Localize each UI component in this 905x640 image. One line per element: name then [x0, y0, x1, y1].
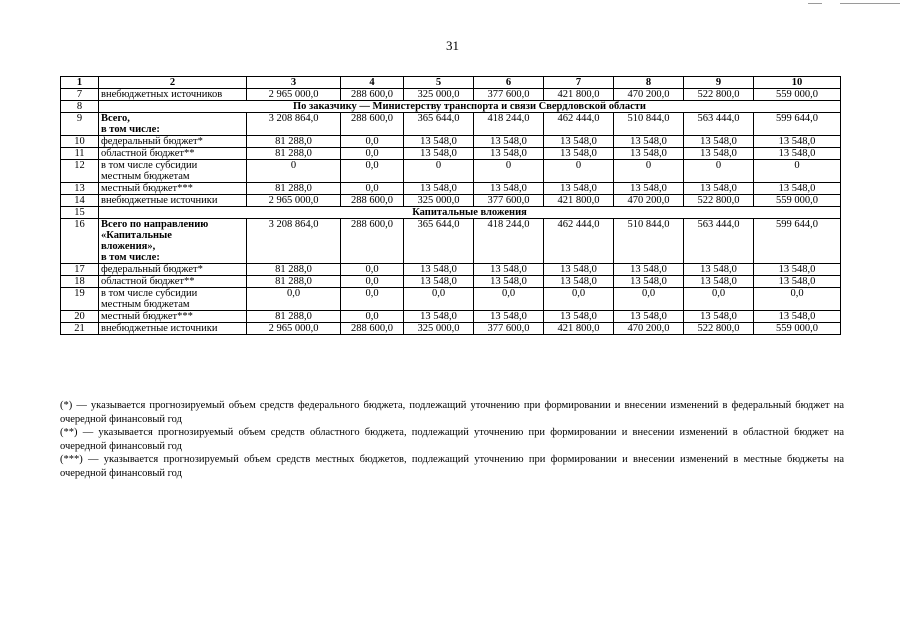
value-cell: 13 548,0: [544, 276, 614, 288]
footnotes: [60, 399, 844, 481]
header-cell: 6: [474, 77, 544, 89]
value-cell: 0: [247, 160, 341, 183]
footnote: (***) — указывается прогнозируемый объем средств местных бюджетов, подлежащий уточнению при формировании и внесении изменений в местные бюджеты на очередной финансовый год: [60, 454, 844, 479]
table-row: [61, 219, 841, 264]
value-cell: 13 548,0: [474, 264, 544, 276]
value-cell: 377 600,0: [474, 323, 544, 335]
value-cell: 13 548,0: [404, 148, 474, 160]
row-number-cell: 17: [61, 264, 99, 276]
value-cell: 13 548,0: [404, 264, 474, 276]
row-number-cell: 10: [61, 136, 99, 148]
header-cell: 9: [684, 77, 754, 89]
row-label-cell: Всего по направлению «Капитальные вложения», в том числе:: [99, 219, 247, 264]
row-label-cell: внебюджетные источники: [99, 323, 247, 335]
value-cell: 0,0: [341, 136, 404, 148]
row-number-cell: 9: [61, 113, 99, 136]
value-cell: 470 200,0: [614, 323, 684, 335]
value-cell: 421 800,0: [544, 195, 614, 207]
table-header-row: [61, 77, 841, 89]
value-cell: 288 600,0: [341, 219, 404, 264]
value-cell: 325 000,0: [404, 89, 474, 101]
value-cell: 288 600,0: [341, 323, 404, 335]
section-row: [61, 101, 841, 113]
top-rule-right: [840, 3, 900, 4]
value-cell: 81 288,0: [247, 276, 341, 288]
value-cell: 421 800,0: [544, 323, 614, 335]
value-cell: 13 548,0: [404, 311, 474, 323]
table-row: [61, 160, 841, 183]
row-label-cell: внебюджетные источники: [99, 195, 247, 207]
table-row: [61, 264, 841, 276]
row-label-cell: областной бюджет**: [99, 276, 247, 288]
value-cell: 13 548,0: [544, 264, 614, 276]
value-cell: 2 965 000,0: [247, 195, 341, 207]
row-number-cell: 21: [61, 323, 99, 335]
table-row: [61, 89, 841, 101]
value-cell: 13 548,0: [404, 276, 474, 288]
top-rule-left: [808, 3, 822, 4]
value-cell: 13 548,0: [544, 183, 614, 195]
header-cell: 1: [61, 77, 99, 89]
row-number-cell: 11: [61, 148, 99, 160]
value-cell: 13 548,0: [614, 311, 684, 323]
row-label-cell: внебюджетных источников: [99, 89, 247, 101]
header-cell: 5: [404, 77, 474, 89]
value-cell: 0,0: [341, 160, 404, 183]
row-label-cell: Всего, в том числе:: [99, 113, 247, 136]
row-number-cell: 13: [61, 183, 99, 195]
value-cell: 13 548,0: [684, 276, 754, 288]
header-cell: 4: [341, 77, 404, 89]
value-cell: 13 548,0: [754, 311, 841, 323]
value-cell: 13 548,0: [474, 148, 544, 160]
row-number-cell: 20: [61, 311, 99, 323]
header-cell: 2: [99, 77, 247, 89]
value-cell: 0,0: [341, 276, 404, 288]
value-cell: 0: [754, 160, 841, 183]
value-cell: 563 444,0: [684, 219, 754, 264]
value-cell: 559 000,0: [754, 195, 841, 207]
value-cell: 13 548,0: [614, 264, 684, 276]
value-cell: 13 548,0: [474, 136, 544, 148]
funding-table: [60, 76, 841, 335]
value-cell: 0: [474, 160, 544, 183]
row-label-cell: в том числе субсидии местным бюджетам: [99, 288, 247, 311]
value-cell: 13 548,0: [474, 183, 544, 195]
value-cell: 377 600,0: [474, 89, 544, 101]
value-cell: 0,0: [341, 264, 404, 276]
value-cell: 81 288,0: [247, 148, 341, 160]
row-label-cell: местный бюджет***: [99, 311, 247, 323]
header-cell: 10: [754, 77, 841, 89]
value-cell: 13 548,0: [614, 136, 684, 148]
value-cell: 13 548,0: [684, 136, 754, 148]
value-cell: 13 548,0: [684, 264, 754, 276]
value-cell: 288 600,0: [341, 195, 404, 207]
value-cell: 470 200,0: [614, 89, 684, 101]
row-label-cell: местный бюджет***: [99, 183, 247, 195]
table-body: [61, 89, 841, 335]
table-row: [61, 311, 841, 323]
value-cell: 288 600,0: [341, 89, 404, 101]
table-row: [61, 323, 841, 335]
value-cell: 13 548,0: [614, 183, 684, 195]
value-cell: 510 844,0: [614, 113, 684, 136]
value-cell: 462 444,0: [544, 219, 614, 264]
value-cell: 0,0: [614, 288, 684, 311]
value-cell: 365 644,0: [404, 113, 474, 136]
value-cell: 0,0: [341, 311, 404, 323]
value-cell: 522 800,0: [684, 195, 754, 207]
value-cell: 13 548,0: [614, 276, 684, 288]
section-row: [61, 207, 841, 219]
value-cell: 13 548,0: [544, 311, 614, 323]
footnote: (*) — указывается прогнозируемый объем средств федерального бюджета, подлежащий уточнению при формировании и внесении изменений в федеральный бюджет на очередной финансовый год: [60, 400, 844, 425]
value-cell: 0,0: [684, 288, 754, 311]
value-cell: 0,0: [544, 288, 614, 311]
value-cell: 0,0: [404, 288, 474, 311]
value-cell: 0: [404, 160, 474, 183]
value-cell: 13 548,0: [614, 148, 684, 160]
page-number: 31: [446, 38, 459, 53]
value-cell: 13 548,0: [754, 183, 841, 195]
value-cell: 81 288,0: [247, 183, 341, 195]
value-cell: 0,0: [341, 148, 404, 160]
value-cell: 3 208 864,0: [247, 113, 341, 136]
header-cell: 8: [614, 77, 684, 89]
table-row: [61, 195, 841, 207]
value-cell: 0: [614, 160, 684, 183]
value-cell: 13 548,0: [684, 148, 754, 160]
value-cell: 13 548,0: [404, 183, 474, 195]
row-number-cell: 14: [61, 195, 99, 207]
value-cell: 13 548,0: [684, 311, 754, 323]
value-cell: 0: [544, 160, 614, 183]
table-row: [61, 136, 841, 148]
value-cell: 13 548,0: [754, 148, 841, 160]
value-cell: 559 000,0: [754, 323, 841, 335]
table-row: [61, 288, 841, 311]
value-cell: 365 644,0: [404, 219, 474, 264]
value-cell: 13 548,0: [754, 276, 841, 288]
value-cell: 13 548,0: [754, 136, 841, 148]
value-cell: 421 800,0: [544, 89, 614, 101]
row-number-cell: 8: [61, 101, 99, 113]
value-cell: 0,0: [474, 288, 544, 311]
value-cell: 3 208 864,0: [247, 219, 341, 264]
value-cell: 522 800,0: [684, 89, 754, 101]
value-cell: 13 548,0: [544, 148, 614, 160]
value-cell: 418 244,0: [474, 113, 544, 136]
row-number-cell: 15: [61, 207, 99, 219]
value-cell: 288 600,0: [341, 113, 404, 136]
row-number-cell: 19: [61, 288, 99, 311]
value-cell: 13 548,0: [404, 136, 474, 148]
value-cell: 2 965 000,0: [247, 323, 341, 335]
value-cell: 13 548,0: [544, 136, 614, 148]
value-cell: 377 600,0: [474, 195, 544, 207]
footnote: (**) — указывается прогнозируемый объем средств областного бюджета, подлежащий уточнению при формировании и внесении изменений в областной бюджет на очередной финансовый год: [60, 427, 844, 452]
value-cell: 13 548,0: [474, 276, 544, 288]
value-cell: 13 548,0: [684, 183, 754, 195]
table-row: [61, 276, 841, 288]
value-cell: 2 965 000,0: [247, 89, 341, 101]
value-cell: 13 548,0: [754, 264, 841, 276]
value-cell: 418 244,0: [474, 219, 544, 264]
value-cell: 0,0: [341, 183, 404, 195]
row-label-cell: федеральный бюджет*: [99, 264, 247, 276]
row-number-cell: 16: [61, 219, 99, 264]
value-cell: 462 444,0: [544, 113, 614, 136]
value-cell: 13 548,0: [474, 311, 544, 323]
table-row: [61, 113, 841, 136]
value-cell: 599 644,0: [754, 219, 841, 264]
row-number-cell: 18: [61, 276, 99, 288]
row-label-cell: областной бюджет**: [99, 148, 247, 160]
value-cell: 470 200,0: [614, 195, 684, 207]
table-row: [61, 148, 841, 160]
value-cell: 559 000,0: [754, 89, 841, 101]
value-cell: 599 644,0: [754, 113, 841, 136]
section-title-cell: По заказчику — Министерству транспорта и связи Свердловской области: [99, 101, 841, 113]
header-cell: 7: [544, 77, 614, 89]
value-cell: 0: [684, 160, 754, 183]
table-row: [61, 183, 841, 195]
value-cell: 0,0: [754, 288, 841, 311]
row-label-cell: в том числе субсидии местным бюджетам: [99, 160, 247, 183]
value-cell: 510 844,0: [614, 219, 684, 264]
value-cell: 81 288,0: [247, 136, 341, 148]
header-cell: 3: [247, 77, 341, 89]
value-cell: 563 444,0: [684, 113, 754, 136]
value-cell: 325 000,0: [404, 323, 474, 335]
value-cell: 81 288,0: [247, 311, 341, 323]
value-cell: 522 800,0: [684, 323, 754, 335]
row-number-cell: 7: [61, 89, 99, 101]
row-label-cell: федеральный бюджет*: [99, 136, 247, 148]
value-cell: 0,0: [247, 288, 341, 311]
value-cell: 0,0: [341, 288, 404, 311]
row-number-cell: 12: [61, 160, 99, 183]
value-cell: 325 000,0: [404, 195, 474, 207]
value-cell: 81 288,0: [247, 264, 341, 276]
section-title-cell: Капитальные вложения: [99, 207, 841, 219]
